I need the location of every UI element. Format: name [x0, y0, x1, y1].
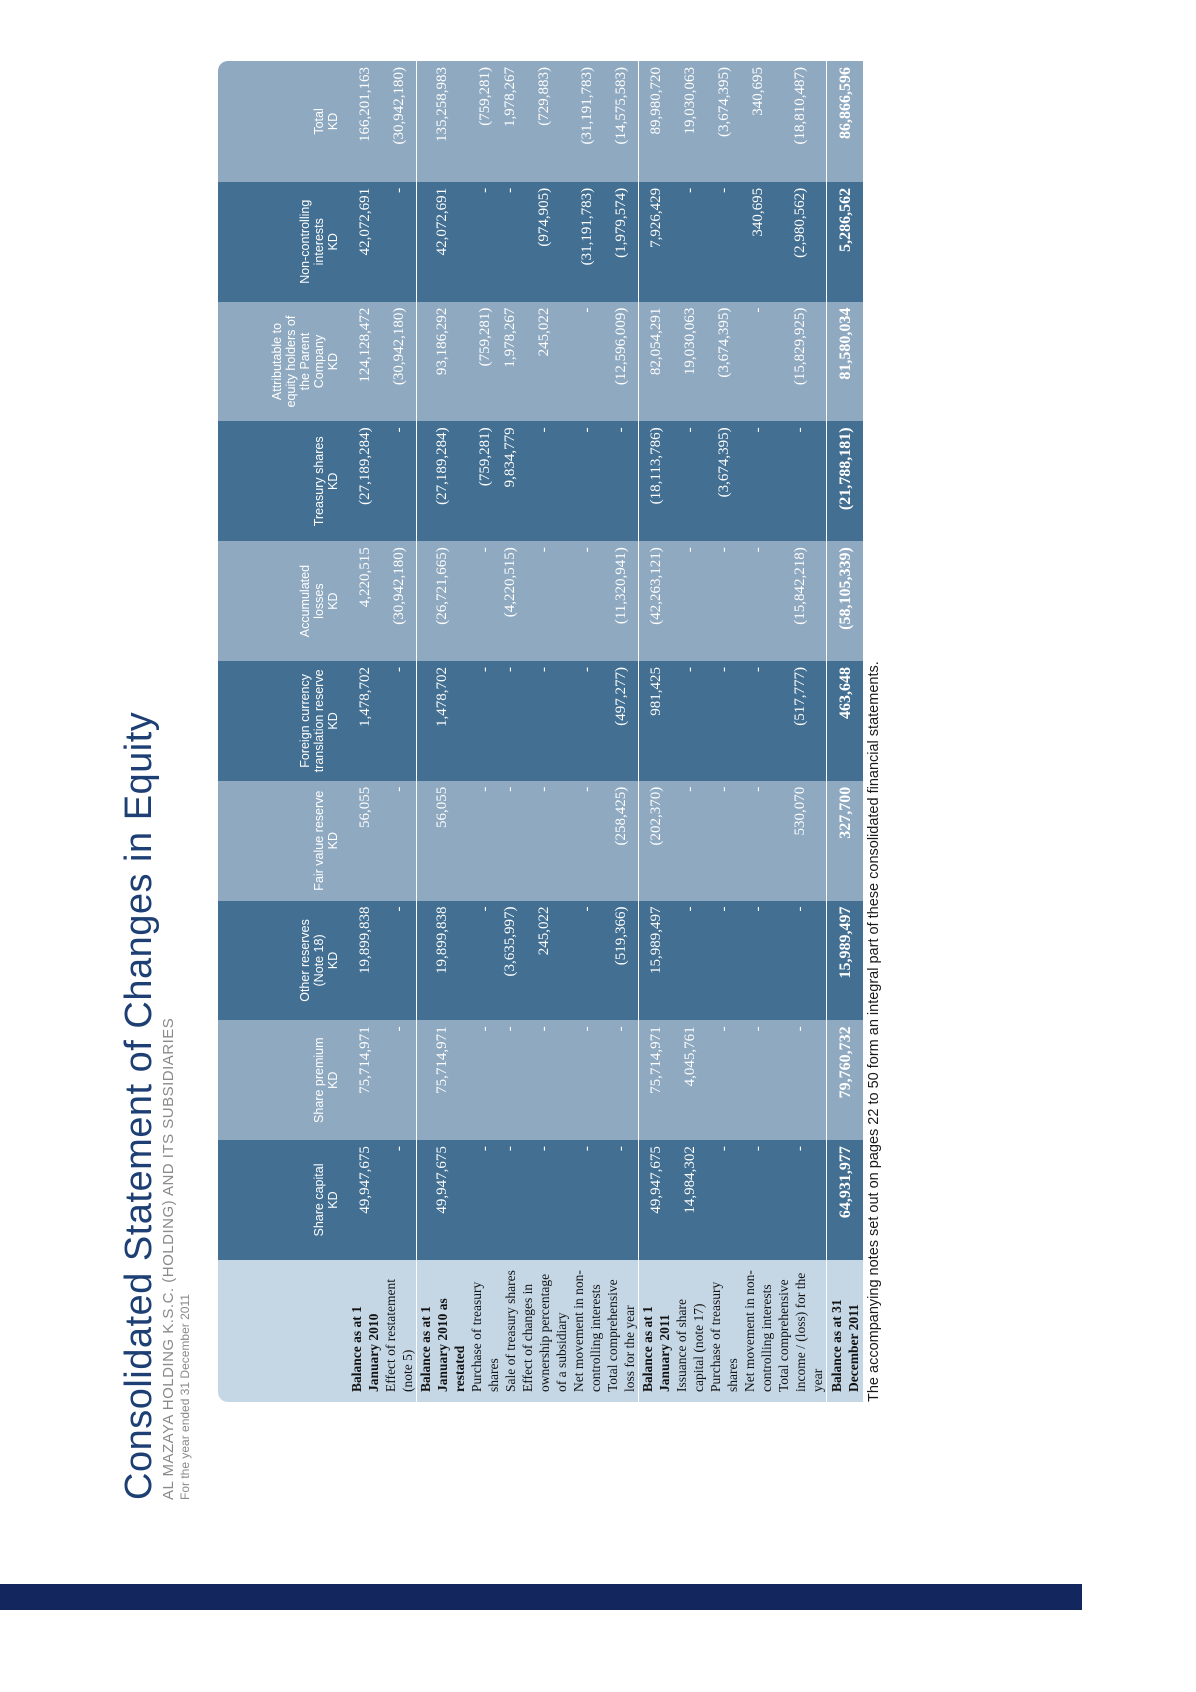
table-row [502, 61, 519, 1402]
column-header-unit: KD [326, 831, 340, 850]
column-header [218, 541, 348, 661]
amount-cell: 56,055 [416, 781, 468, 901]
column-header [218, 661, 348, 781]
footnote: The accompanying notes set out on pages 22 to 50 form an integral part of these consolidated financial statements. [866, 661, 882, 1402]
amount-cell: (497,277) [604, 661, 638, 781]
column-header-unit: KD [326, 233, 340, 251]
column-header-label: Non-controlling interests [298, 199, 326, 284]
amount-cell: 135,258,983 [416, 61, 468, 182]
amount-cell: (1,979,574) [604, 182, 638, 302]
amount-cell: - [707, 182, 741, 302]
amount-cell: (517,777) [775, 661, 826, 781]
amount-cell: 166,201,163 [348, 61, 382, 182]
column-header [218, 1140, 348, 1260]
table-row [570, 61, 604, 1402]
amount-cell: - [741, 1020, 775, 1140]
amount-cell: (30,942,180) [382, 61, 416, 182]
column-header-label: Other reserves (Note 18) [298, 919, 326, 1002]
amount-cell: 327,700 [826, 781, 863, 901]
amount-cell: 463,648 [826, 661, 863, 781]
row-label: Purchase of treasury shares [468, 1260, 502, 1402]
amount-cell: (3,674,395) [707, 302, 741, 422]
amount-cell: - [673, 901, 707, 1021]
row-label: Effect of changes in ownership percentage of a subsidiary [519, 1260, 570, 1402]
amount-cell: - [707, 661, 741, 781]
amount-cell: - [502, 1140, 519, 1260]
amount-cell: 9,834,779 [502, 421, 519, 541]
amount-cell: (14,575,583) [604, 61, 638, 182]
amount-cell: - [502, 182, 519, 302]
amount-cell: - [382, 781, 416, 901]
table-row [638, 61, 673, 1402]
bottom-band [0, 1584, 1082, 1610]
amount-cell: - [519, 541, 570, 661]
amount-cell: (27,189,284) [416, 421, 468, 541]
amount-cell: 82,054,291 [638, 302, 673, 422]
row-label: Purchase of treasury shares [707, 1260, 741, 1402]
amount-cell: 42,072,691 [416, 182, 468, 302]
amount-cell: - [468, 901, 502, 1021]
row-label: Balance as at 1 January 2010 [348, 1260, 382, 1402]
amount-cell: (3,635,997) [502, 901, 519, 1021]
amount-cell: 19,030,063 [673, 61, 707, 182]
column-header-unit: KD [326, 352, 340, 371]
amount-cell: (202,370) [638, 781, 673, 901]
table-row [416, 61, 468, 1402]
amount-cell: (31,191,783) [570, 61, 604, 182]
amount-cell: - [570, 541, 604, 661]
table-row [382, 61, 416, 1402]
row-label: Balance as at 1 January 2010 as restated [416, 1260, 468, 1402]
company-name: AL MAZAYA HOLDING K.S.C. (HOLDING) AND ITS SUBSIDIARIES [160, 1017, 177, 1500]
amount-cell: - [382, 661, 416, 781]
amount-cell: 93,186,292 [416, 302, 468, 422]
amount-cell: - [707, 901, 741, 1021]
table-header-row [218, 61, 348, 1402]
amount-cell: - [502, 781, 519, 901]
amount-cell: (18,810,487) [775, 61, 826, 182]
amount-cell: (258,425) [604, 781, 638, 901]
amount-cell: (2,980,562) [775, 182, 826, 302]
amount-cell: (15,842,218) [775, 541, 826, 661]
amount-cell: 4,045,761 [673, 1020, 707, 1140]
table-body [348, 61, 863, 1402]
table-row [519, 61, 570, 1402]
amount-cell: - [741, 302, 775, 422]
column-header [218, 61, 348, 182]
amount-cell: (31,191,783) [570, 182, 604, 302]
amount-cell: 75,714,971 [416, 1020, 468, 1140]
amount-cell: 14,984,302 [673, 1140, 707, 1260]
amount-cell: - [502, 1020, 519, 1140]
amount-cell: - [570, 661, 604, 781]
amount-cell: (21,788,181) [826, 421, 863, 541]
amount-cell: 49,947,675 [348, 1140, 382, 1260]
column-header [218, 901, 348, 1021]
row-label: Issuance of share capital (note 17) [673, 1260, 707, 1402]
amount-cell: 42,072,691 [348, 182, 382, 302]
amount-cell: (759,281) [468, 61, 502, 182]
amount-cell: (3,674,395) [707, 61, 741, 182]
amount-cell: 981,425 [638, 661, 673, 781]
amount-cell: - [570, 421, 604, 541]
amount-cell: - [468, 541, 502, 661]
amount-cell: - [673, 182, 707, 302]
amount-cell: - [741, 781, 775, 901]
amount-cell: - [673, 781, 707, 901]
table-row [673, 61, 707, 1402]
amount-cell: 1,478,702 [348, 661, 382, 781]
column-header-unit: KD [326, 1071, 340, 1089]
amount-cell: (519,366) [604, 901, 638, 1021]
amount-cell: (18,113,786) [638, 421, 673, 541]
page-title: Consolidated Statement of Changes in Equity [118, 711, 160, 1500]
amount-cell: (27,189,284) [348, 421, 382, 541]
amount-cell: (11,320,941) [604, 541, 638, 661]
row-label: Total comprehensive loss for the year [604, 1260, 638, 1402]
amount-cell: (729,883) [519, 61, 570, 182]
amount-cell: 75,714,971 [348, 1020, 382, 1140]
column-header-label: Total [312, 108, 326, 135]
amount-cell: 79,760,732 [826, 1020, 863, 1140]
amount-cell: - [673, 661, 707, 781]
amount-cell: - [468, 781, 502, 901]
column-header-unit: KD [326, 112, 340, 131]
column-header-unit: KD [326, 472, 340, 490]
table-row [348, 61, 382, 1402]
amount-cell: - [570, 901, 604, 1021]
amount-cell: 1,978,267 [502, 302, 519, 422]
row-label: Net movement in non-controlling interests [570, 1260, 604, 1402]
amount-cell: 19,030,063 [673, 302, 707, 422]
reporting-period: For the year ended 31 December 2011 [178, 1294, 192, 1500]
amount-cell: - [382, 421, 416, 541]
amount-cell: (30,942,180) [382, 541, 416, 661]
column-header-unit: KD [326, 1191, 340, 1209]
amount-cell: 4,220,515 [348, 541, 382, 661]
amount-cell: (3,674,395) [707, 421, 741, 541]
column-header-unit: KD [326, 951, 340, 970]
amount-cell: - [468, 1020, 502, 1140]
amount-cell: - [707, 541, 741, 661]
table-row [468, 61, 502, 1402]
amount-cell: - [707, 1140, 741, 1260]
column-header-label: Share capital [312, 1163, 326, 1237]
amount-cell: (42,263,121) [638, 541, 673, 661]
amount-cell: 56,055 [348, 781, 382, 901]
row-label: Net movement in non-controlling interests [741, 1260, 775, 1402]
amount-cell: 49,947,675 [416, 1140, 468, 1260]
amount-cell: - [604, 1140, 638, 1260]
amount-cell: - [741, 421, 775, 541]
amount-cell: 15,989,497 [638, 901, 673, 1021]
table-row [707, 61, 741, 1402]
amount-cell: 81,580,034 [826, 302, 863, 422]
amount-cell: - [468, 182, 502, 302]
column-header-label: Foreign currency translation reserve [298, 669, 326, 773]
amount-cell: - [673, 541, 707, 661]
amount-cell: 19,899,838 [416, 901, 468, 1021]
amount-cell: - [570, 1020, 604, 1140]
table-row [775, 61, 826, 1402]
amount-cell: (759,281) [468, 302, 502, 422]
column-header-label: Share premium [312, 1037, 326, 1123]
column-header-label: Fair value reserve [312, 790, 326, 891]
column-header-unit: KD [326, 712, 340, 730]
amount-cell: - [519, 1140, 570, 1260]
table-row [741, 61, 775, 1402]
amount-cell: (4,220,515) [502, 541, 519, 661]
amount-cell: - [570, 781, 604, 901]
amount-cell: 89,980,720 [638, 61, 673, 182]
description-header [218, 1260, 348, 1402]
amount-cell: - [775, 901, 826, 1021]
column-header-unit: KD [326, 592, 340, 610]
column-header [218, 302, 348, 422]
amount-cell: 1,978,267 [502, 61, 519, 182]
amount-cell: 245,022 [519, 302, 570, 422]
amount-cell: (26,721,665) [416, 541, 468, 661]
amount-cell: - [519, 781, 570, 901]
amount-cell: - [741, 541, 775, 661]
amount-cell: (15,829,925) [775, 302, 826, 422]
amount-cell: - [468, 661, 502, 781]
amount-cell: 1,478,702 [416, 661, 468, 781]
amount-cell: - [382, 1020, 416, 1140]
amount-cell: (12,596,009) [604, 302, 638, 422]
amount-cell: 75,714,971 [638, 1020, 673, 1140]
changes-in-equity-table [218, 61, 863, 1402]
column-header-label: Attributable to equity holders of the Parent Company [270, 315, 326, 408]
rotated-page [118, 50, 908, 1500]
row-label: Total comprehensive income / (loss) for the year [775, 1260, 826, 1402]
amount-cell: - [519, 421, 570, 541]
amount-cell: - [604, 421, 638, 541]
amount-cell: 340,695 [741, 61, 775, 182]
amount-cell: 7,926,429 [638, 182, 673, 302]
column-header [218, 1020, 348, 1140]
amount-cell: - [519, 661, 570, 781]
amount-cell: (759,281) [468, 421, 502, 541]
amount-cell: (58,105,339) [826, 541, 863, 661]
amount-cell: - [775, 1140, 826, 1260]
amount-cell: - [741, 1140, 775, 1260]
amount-cell: 530,070 [775, 781, 826, 901]
amount-cell: - [741, 661, 775, 781]
amount-cell: - [382, 901, 416, 1021]
amount-cell: - [741, 901, 775, 1021]
amount-cell: - [707, 1020, 741, 1140]
amount-cell: - [570, 302, 604, 422]
amount-cell: (974,905) [519, 182, 570, 302]
amount-cell: - [604, 1020, 638, 1140]
column-header [218, 781, 348, 901]
table-row [826, 61, 863, 1402]
amount-cell: 124,128,472 [348, 302, 382, 422]
column-header-label: Accumulated losses [298, 564, 326, 638]
amount-cell: - [570, 1140, 604, 1260]
row-label: Balance as at 31 December 2011 [826, 1260, 863, 1402]
amount-cell: - [775, 421, 826, 541]
amount-cell: 49,947,675 [638, 1140, 673, 1260]
amount-cell: - [502, 661, 519, 781]
amount-cell: 340,695 [741, 182, 775, 302]
amount-cell: - [775, 1020, 826, 1140]
row-label: Effect of restatement (note 5) [382, 1260, 416, 1402]
amount-cell: 86,866,596 [826, 61, 863, 182]
amount-cell: - [673, 421, 707, 541]
amount-cell: 19,899,838 [348, 901, 382, 1021]
row-label: Balance as at 1 January 2011 [638, 1260, 673, 1402]
amount-cell: - [468, 1140, 502, 1260]
amount-cell: 64,931,977 [826, 1140, 863, 1260]
row-label: Sale of treasury shares [502, 1260, 519, 1402]
amount-cell: - [707, 781, 741, 901]
amount-cell: - [519, 1020, 570, 1140]
amount-cell: 245,022 [519, 901, 570, 1021]
amount-cell: - [382, 182, 416, 302]
table-row [604, 61, 638, 1402]
column-header-label: Treasury shares [312, 436, 326, 527]
column-header [218, 182, 348, 302]
amount-cell: 5,286,562 [826, 182, 863, 302]
amount-cell: - [382, 1140, 416, 1260]
amount-cell: 15,989,497 [826, 901, 863, 1021]
column-header [218, 421, 348, 541]
amount-cell: (30,942,180) [382, 302, 416, 422]
